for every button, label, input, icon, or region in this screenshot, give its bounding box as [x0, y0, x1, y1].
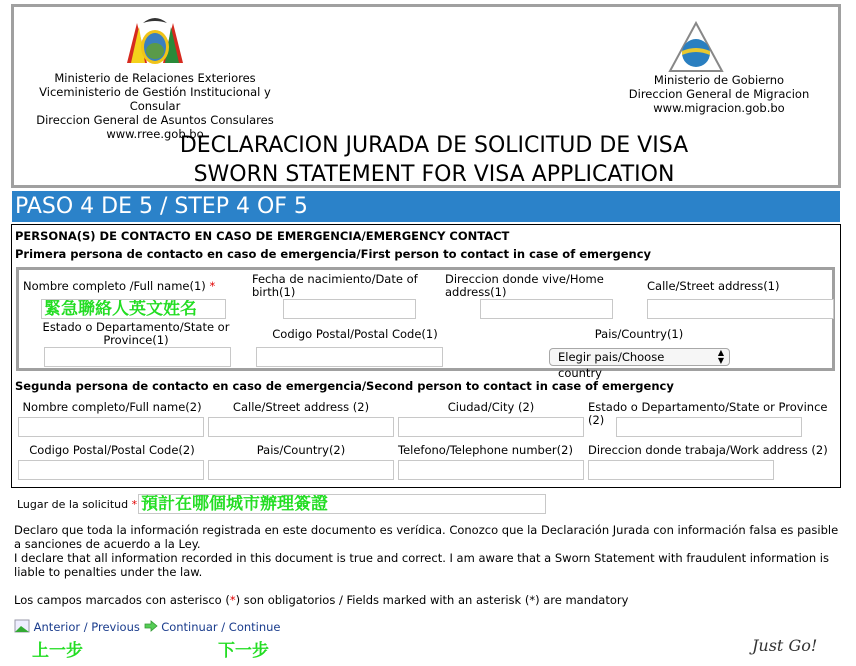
just-go-watermark: Just Go!: [752, 636, 818, 655]
full-name-2-input[interactable]: [18, 417, 204, 437]
street-address-2-label: Calle/Street address (2): [232, 400, 370, 414]
declaration-spanish: Declaro que toda la información registrada en este documento es verídica. Conozco que la Declaración Jurada con información falsa es pasible a sanciones de acuerdo a la Ley.: [14, 523, 839, 551]
country-2-label: Pais/Country(2): [256, 443, 346, 457]
postal-code-2-label: Codigo Postal/Postal Code(2): [29, 443, 195, 457]
continue-annotation: 下一步: [218, 641, 269, 661]
work-address-2-input[interactable]: [588, 460, 774, 480]
org-url: www.rree.gob.bo: [106, 127, 204, 141]
city-2-input[interactable]: [398, 417, 584, 437]
mandatory-note: [14, 593, 628, 607]
navigation: [14, 619, 281, 634]
previous-link[interactable]: Anterior / Previous: [33, 620, 140, 634]
label-text: Lugar de la solicitud: [17, 498, 129, 511]
street-address-2-input[interactable]: [208, 417, 394, 437]
dob-1-label: Fecha de nacimiento/Date of birth(1): [252, 272, 418, 299]
org-line: Ministerio de Relaciones Exteriores: [54, 71, 256, 85]
state-1-input[interactable]: [44, 347, 231, 367]
org-url: www.migracion.gob.bo: [653, 101, 785, 115]
postal-code-2-input[interactable]: [18, 460, 204, 480]
full-name-1-input[interactable]: 緊急聯絡人英文姓名: [41, 299, 226, 319]
select-value: Elegir pais/Choose country: [558, 350, 665, 380]
telephone-2-label: Telefono/Telephone number(2): [398, 443, 573, 457]
select-arrows-icon: ▲ ▼: [717, 348, 724, 365]
country-1-select[interactable]: [549, 348, 730, 380]
dob-1-input[interactable]: [283, 299, 416, 319]
section-title: PERSONA(S) DE CONTACTO EN CASO DE EMERGENCIA/EMERGENCY CONTACT: [15, 229, 510, 243]
required-asterisk: *: [131, 498, 138, 511]
first-contact-fields: [16, 267, 835, 380]
state-1-label: Estado o Departamento/State or Province(1): [42, 320, 230, 347]
org-line: Viceministerio de Gestión Institucional y Consular: [39, 85, 271, 113]
postal-code-1-label: Codigo Postal/Postal Code(1): [272, 327, 438, 341]
required-asterisk: *: [209, 279, 216, 293]
title-english: SWORN STATEMENT FOR VISA APPLICATION: [193, 162, 675, 187]
title-spanish: DECLARACION JURADA DE SOLICITUD DE VISA: [179, 133, 689, 158]
step-indicator: PASO 4 DE 5 / STEP 4 OF 5: [12, 191, 840, 222]
arrow-right-icon: [144, 620, 158, 632]
full-name-2-label: Nombre completo/Full name(2): [22, 400, 202, 414]
org-line: Ministerio de Gobierno: [653, 73, 785, 87]
bolivia-coat-of-arms-icon: [119, 13, 191, 71]
broken-image-icon: [14, 619, 30, 633]
country-2-input[interactable]: [208, 460, 394, 480]
street-address-1-input[interactable]: [647, 299, 834, 319]
migracion-globe-logo-icon: [666, 21, 726, 73]
street-address-1-label: Calle/Street address(1): [647, 279, 780, 293]
full-name-1-label: [23, 280, 215, 293]
city-2-label: Ciudad/City (2): [447, 400, 535, 414]
continue-link[interactable]: Continuar / Continue: [161, 620, 281, 634]
previous-annotation: 上一步: [32, 641, 83, 661]
second-contact-title: Segunda persona de contacto en caso de emergencia/Second person to contact in case of emergency: [15, 379, 674, 393]
place-of-application-input[interactable]: 預計在哪個城市辦理簽證: [138, 494, 546, 514]
place-label: [17, 498, 137, 512]
home-address-1-input[interactable]: [480, 299, 613, 319]
state-2-input[interactable]: [616, 417, 802, 437]
telephone-2-input[interactable]: [398, 460, 584, 480]
country-1-label: Pais/Country(1): [594, 327, 684, 341]
first-contact-title: Primera persona de contacto en caso de emergencia/First person to contact in case of emergency: [15, 247, 652, 261]
work-address-2-label: Direccion donde trabaja/Work address (2): [588, 443, 828, 457]
ministry-right-info: [614, 73, 824, 115]
org-line: Direccion General de Asuntos Consulares: [36, 113, 274, 127]
declaration-english: I declare that all information recorded in this document is true and correct. I am aware that a Sworn Statement with fraudulent information is liable to penalties under the law.: [14, 551, 829, 579]
note-text: Los campos marcados con asterisco (: [14, 593, 230, 607]
required-asterisk: *: [229, 593, 236, 607]
state-2-label: Estado o Departamento/State or Province (2): [588, 400, 828, 427]
emergency-contact-section: [11, 224, 841, 488]
page-header: [11, 4, 841, 188]
home-address-1-label: Direccion donde vive/Home address(1): [445, 272, 604, 299]
org-line: Direccion General de Migracion: [628, 87, 810, 101]
postal-code-1-input[interactable]: [256, 347, 443, 367]
page-title: [114, 131, 754, 189]
label-text: Nombre completo /Full name(1): [23, 279, 206, 293]
note-text: ) son obligatorios / Fields marked with an asterisk (*) are mandatory: [235, 593, 629, 607]
